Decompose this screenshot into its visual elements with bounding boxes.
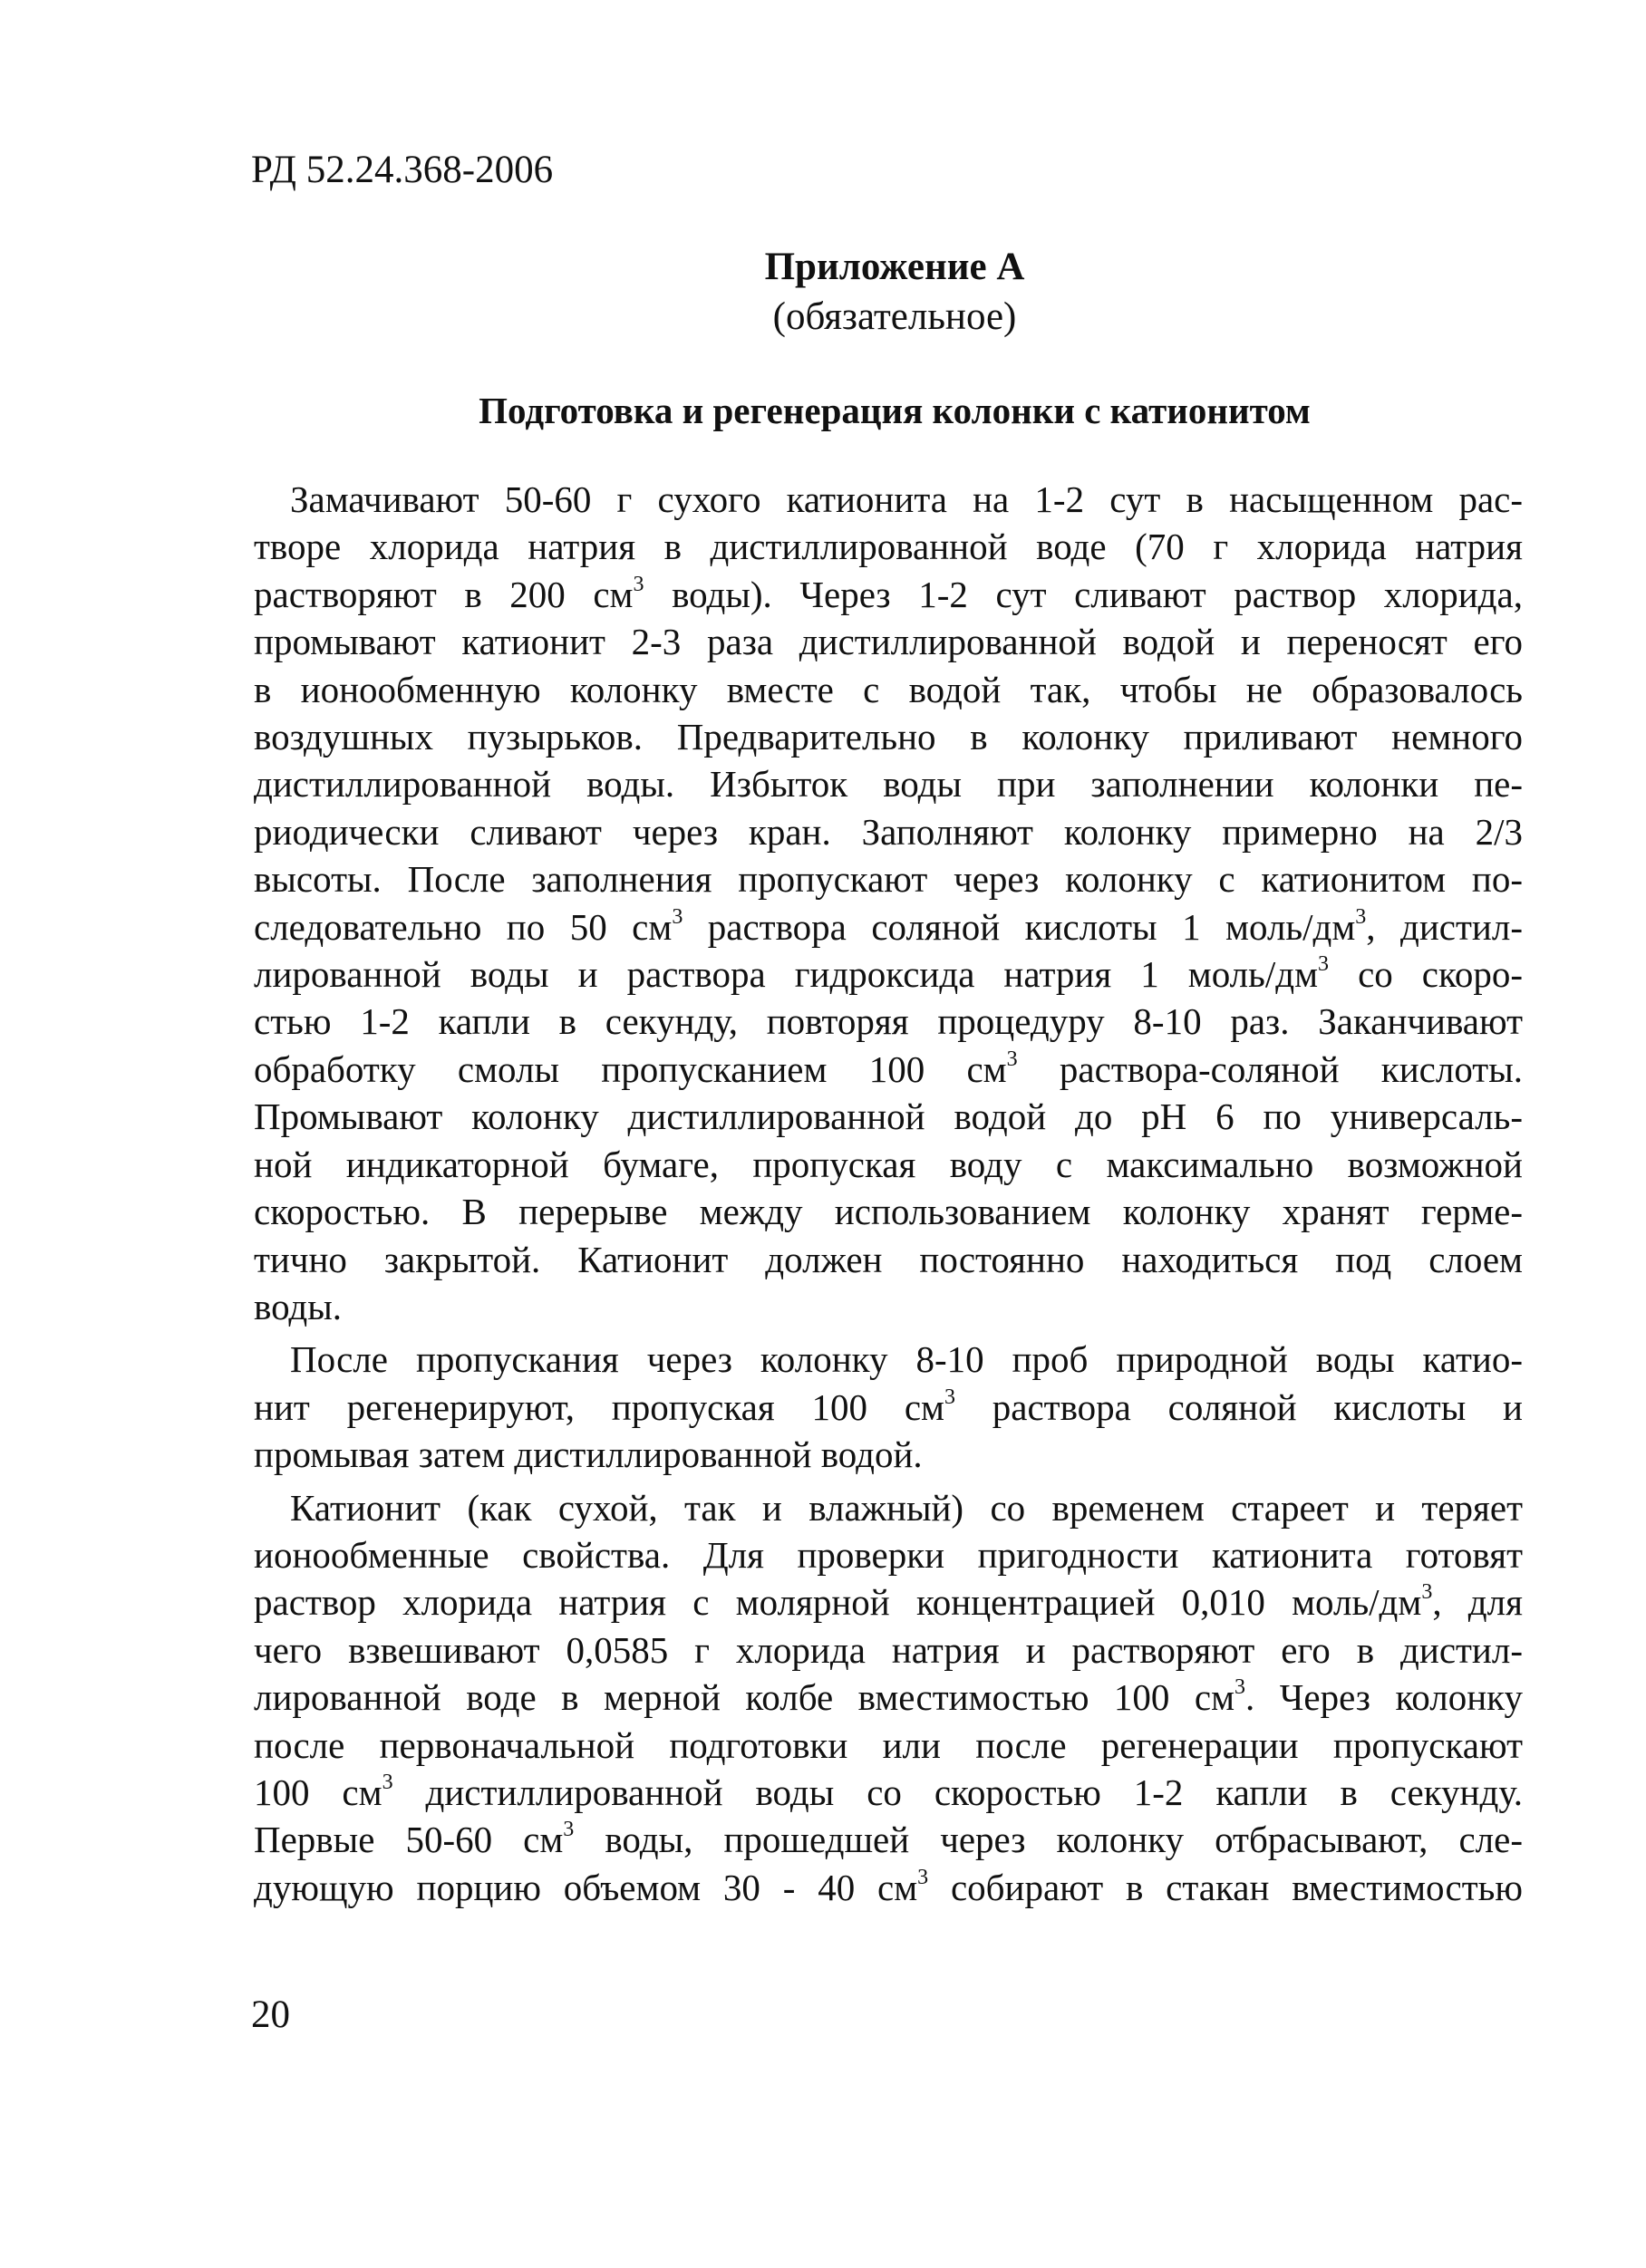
text-segment: , для (1432, 1581, 1523, 1624)
text-segment: следовательно по 50 см (254, 905, 673, 948)
superscript: 3 (563, 1818, 575, 1842)
text-segment: 100 см (254, 1771, 382, 1813)
text-line (254, 1431, 1523, 1478)
text-line (254, 1722, 1523, 1769)
text-line (254, 1531, 1523, 1578)
section-title: Подготовка и регенерация колонки с катионитом (479, 390, 1311, 431)
text-line (254, 1484, 1523, 1531)
text-segment: После пропускания через колонку 8-10 проб природной воды катио- (290, 1338, 1523, 1381)
text-line (254, 1626, 1523, 1674)
text-line (254, 903, 1523, 951)
text-segment: со скоро- (1329, 953, 1523, 996)
text-line (254, 713, 1523, 760)
text-line (254, 1046, 1523, 1093)
text-segment: . Через колонку (1245, 1676, 1523, 1719)
text-segment: стью 1-2 капли в секунду, повторяя процедуру 8-10 раз. Заканчивают (254, 1000, 1523, 1043)
text-segment: воды). Через 1-2 сут сливают раствор хлорида, (644, 573, 1523, 615)
document-code: РД 52.24.368-2006 (251, 149, 554, 191)
text-segment: высоты. После заполнения пропускают через колонку с катионитом по- (254, 858, 1523, 901)
text-segment: воды. (254, 1285, 343, 1327)
text-segment: тично закрытой. Катионит должен постоянно находиться под слоем (254, 1238, 1523, 1280)
superscript: 3 (1421, 1580, 1433, 1605)
text-segment: Промывают колонку дистиллированной водой до рН 6 по универсаль- (254, 1095, 1523, 1138)
paragraph (254, 476, 1523, 1330)
text-segment: после первоначальной подготовки или после регенерации пропускают (254, 1723, 1523, 1766)
text-segment: дистиллированной воды со скоростью 1-2 капли в секунду. (392, 1771, 1523, 1813)
text-segment: нит регенерируют, пропуская 100 см (254, 1385, 944, 1428)
text-segment: раствора соляной кислоты 1 моль/дм (683, 905, 1356, 948)
text-segment: ной индикаторной бумаге, пропуская воду с максимально возможной (254, 1143, 1523, 1185)
text-line (254, 1141, 1523, 1188)
text-segment: промывая затем дистиллированной водой. (254, 1433, 923, 1476)
text-segment: Катионит (как сухой, так и влажный) со временем стареет и теряет (290, 1486, 1523, 1529)
superscript: 3 (633, 572, 644, 596)
text-segment: раствора-соляной кислоты. (1017, 1047, 1524, 1090)
text-line (254, 523, 1523, 570)
text-segment: дующую порцию объемом 30 - 40 см (254, 1866, 918, 1908)
superscript: 3 (1355, 904, 1367, 929)
text-segment: лированной воде в мерной колбе вместимостью 100 см (254, 1676, 1235, 1719)
text-segment: , дистил- (1366, 905, 1523, 948)
text-line (254, 476, 1523, 523)
text-segment: воды, прошедшей через колонку отбрасывают, сле- (574, 1819, 1523, 1861)
text-segment: воздушных пузырьков. Предварительно в колонку приливают немного (254, 716, 1523, 758)
superscript: 3 (382, 1770, 393, 1794)
superscript: 3 (1006, 1047, 1018, 1071)
text-line (254, 855, 1523, 902)
page-number: 20 (251, 1993, 290, 2036)
text-line (254, 1674, 1523, 1721)
text-line (254, 1283, 1523, 1330)
text-line (254, 1578, 1523, 1626)
text-line (254, 1336, 1523, 1383)
text-line (254, 998, 1523, 1045)
text-segment: риодически сливают через кран. Заполняют колонку примерно на 2/3 (254, 810, 1523, 853)
text-segment: раствор хлорида натрия с молярной концентрацией 0,010 моль/дм (254, 1581, 1422, 1624)
paragraph (254, 1484, 1523, 1912)
text-segment: скоростью. В перерыве между использованием колонку хранят герме- (254, 1191, 1523, 1233)
text-segment: ионообменные свойства. Для проверки пригодности катионита готовят (254, 1533, 1523, 1576)
superscript: 3 (944, 1385, 955, 1409)
superscript: 3 (1318, 952, 1330, 977)
text-line (254, 760, 1523, 807)
text-line (254, 808, 1523, 855)
text-segment: раствора соляной кислоты и (954, 1385, 1523, 1428)
paragraph (254, 1336, 1523, 1478)
appendix-status: (обязательное) (772, 295, 1017, 338)
text-segment: лированной воды и раствора гидроксида натрия 1 моль/дм (254, 953, 1319, 996)
text-segment: творе хлорида натрия в дистиллированной воде (70 г хлорида натрия (254, 526, 1523, 568)
superscript: 3 (1234, 1675, 1246, 1700)
text-segment: Первые 50-60 см (254, 1819, 564, 1861)
body-text (254, 476, 1523, 1916)
text-line (254, 1093, 1523, 1140)
text-segment: чего взвешивают 0,0585 г хлорида натрия и растворяют его в дистил- (254, 1628, 1523, 1671)
text-line (254, 1384, 1523, 1431)
text-segment: собирают в стакан вместимостью (928, 1866, 1523, 1908)
text-line (254, 1816, 1523, 1863)
text-line (254, 1236, 1523, 1283)
text-line (254, 571, 1523, 618)
text-segment: растворяют в 200 см (254, 573, 634, 615)
text-line (254, 618, 1523, 665)
text-line (254, 1769, 1523, 1816)
superscript: 3 (917, 1865, 929, 1889)
text-segment: Замачивают 50-60 г сухого катионита на 1-2 сут в насыщенном рас- (290, 478, 1523, 520)
text-segment: промывают катионит 2-3 раза дистиллированной водой и переносят его (254, 621, 1523, 663)
text-segment: дистиллированной воды. Избыток воды при заполнении колонки пе- (254, 763, 1523, 806)
appendix-title: Приложение А (764, 246, 1025, 288)
text-segment: обработку смолы пропусканием 100 см (254, 1047, 1007, 1090)
superscript: 3 (672, 904, 683, 929)
text-line (254, 951, 1523, 998)
text-line (254, 1188, 1523, 1235)
text-segment: в ионообменную колонку вместе с водой так, чтобы не образовалось (254, 668, 1523, 710)
text-line (254, 1864, 1523, 1911)
text-line (254, 666, 1523, 713)
